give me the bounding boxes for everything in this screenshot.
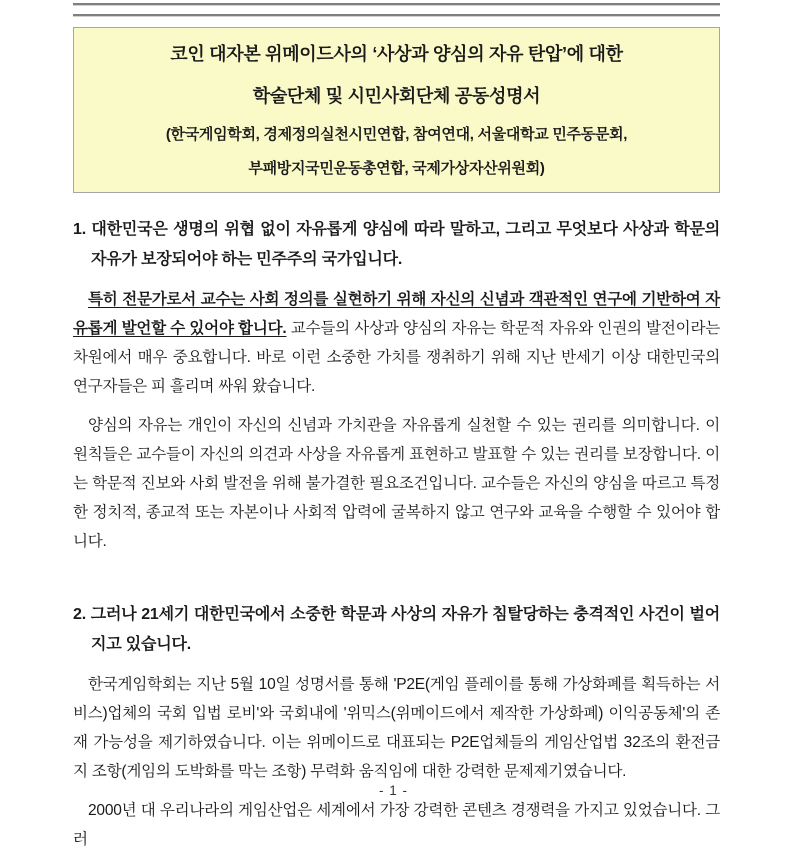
section-1-heading: 1. 대한민국은 생명의 위협 없이 자유롭게 양심에 따라 말하고, 그리고 무엇보다 사상과 학문의 자유가 보장되어야 하는 민주주의 국가입니다. — [73, 221, 720, 268]
title-line-2: 학술단체 및 시민사회단체 공동성명서 — [252, 86, 541, 106]
paragraph-freedom-of-conscience: 양심의 자유는 개인이 자신의 신념과 가치관을 자유롭게 실천할 수 있는 권리를 의미합니다. 이 원칙들은 교수들이 자신의 의견과 사상을 자유롭게 표현하고 발표할 수 있는 권리를 보장합니다. 이는 학문적 진보와 사회 발전을 위해 불가결한 필요조건입니다. 교수들은 자신의 양심을 따르고 특정한 정치적, 종교적 또는 자본이나 사회적 압력에 굴복하지 않고 연구와 교육을 수행할 수 있어야 합니다. — [73, 417, 720, 550]
header-rule-top — [73, 3, 720, 5]
orgs-line-1: (한국게임학회, 경제정의실천시민연합, 참여연대, 서울대학교 민주동문회, — [165, 126, 628, 143]
paragraph-game-industry: 2000년 대 우리나라의 게임산업은 세계에서 가장 강력한 콘텐츠 경쟁력을 가지고 있었습니다. 그러 — [73, 802, 720, 848]
section-2-heading: 2. 그러나 21세기 대한민국에서 소중한 학문과 사상의 자유가 침탈당하는 충격적인 사건이 벌어지고 있습니다. — [73, 606, 720, 653]
page-number: - 1 - — [378, 783, 408, 798]
header-rule-bottom — [73, 14, 720, 16]
paragraph-emphasis-rest: 교수들의 사상과 양심의 자유는 학문적 자유와 인권의 발전이라는 차원에서 매우 중요합니다. 바로 이런 소중한 가치를 쟁취하기 위해 지난 반세기 이상 대한민국의 연구자들은 피 흘리며 싸워 왔습니다. — [73, 320, 720, 395]
paragraph-kgs-statement: 한국게임학회는 지난 5월 10일 성명서를 통해 'P2E(게임 플레이를 통해 가상화폐를 획득하는 서비스)업체의 국회 입법 로비'와 국회내에 '위믹스(위메이드에서 제작한 가상화폐) 이익공동체'의 존재 가능성을 제기하였습니다. 이는 위메이드로 대표되는 P2E업체들의 게임산업법 32조의 환전금지 조항(게임의 도박화를 막는 조항) 무력화 움직임에 대한 강력한 문제제기였습니다. — [73, 676, 720, 780]
statement-title-box — [73, 27, 720, 193]
emphasis-bold-underline-text: 특히 전문가로서 교수는 사회 정의를 실현하기 위해 자신의 신념과 객관적인 연구에 기반하여 자유롭게 발언할 수 있어야 합니다. — [73, 291, 720, 337]
orgs-line-2: 부패방지국민운동총연합, 국제가상자산위원회) — [248, 160, 545, 177]
paragraph-professor-emphasis — [73, 285, 720, 401]
title-line-1: 코인 대자본 위메이드사의 ‘사상과 양심의 자유 탄압’에 대한 — [170, 44, 623, 64]
